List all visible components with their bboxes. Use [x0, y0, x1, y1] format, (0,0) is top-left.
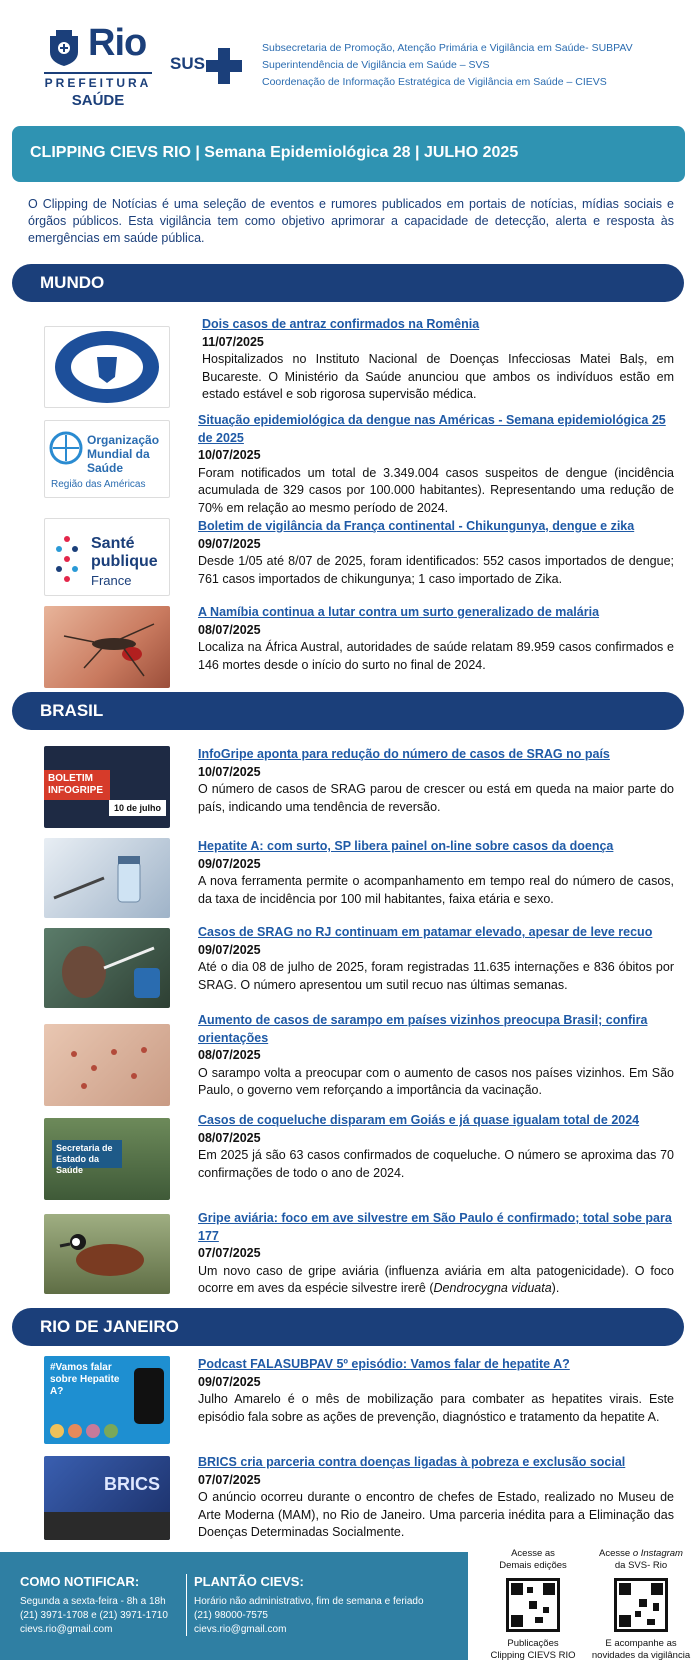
saude-label: SAÚDE — [71, 92, 125, 109]
plantao-hours: Horário não administrativo, fim de semana e feriado — [194, 1596, 424, 1607]
news-text — [198, 604, 674, 674]
species-name: Dendrocygna viduata — [433, 1281, 552, 1295]
news-body: Localiza na África Austral, autoridades de saúde relatam 89.959 casos confirmados e 146 mortes desde o início do surto no final de 2024. — [198, 640, 674, 672]
notify-phones: (21) 3971-1708 e (21) 3971-1710 — [20, 1610, 168, 1621]
news-date: 10/07/2025 — [198, 448, 261, 462]
news-title-link[interactable]: Hepatite A: com surto, SP libera painel on-line sobre casos da doença — [198, 839, 614, 853]
footer-contact-bar — [0, 1552, 468, 1660]
speaker-avatars — [50, 1424, 160, 1438]
org-subpav: Subsecretaria de Promoção, Atenção Primária e Vigilância em Saúde- SUBPAV — [262, 42, 633, 54]
news-body: Desde 1/05 até 8/07 de 2025, foram identificados: 552 casos importados de dengue; 761 casos importados de chikungunya; 1 caso importado de Zika. — [198, 554, 674, 586]
notify-hours: Segunda a sexta-feira - 8h a 18h — [20, 1596, 166, 1607]
avatar — [104, 1424, 118, 1438]
news-body-part: ). — [551, 1281, 560, 1295]
sante-publique-sub: France — [91, 573, 132, 588]
qr-code-icon[interactable] — [614, 1578, 668, 1632]
qr-editions — [478, 1548, 588, 1660]
opas-logo-text: Organização Mundial da Saúde — [87, 433, 160, 475]
qr-editions-caption: Acesse as — [511, 1548, 555, 1559]
news-date: 09/07/2025 — [198, 856, 261, 871]
news-body: O sarampo volta a preocupar com o aumento de casos nos países vizinhos. Em São Paulo, o governo vem reforçando a importância da vacinação. — [198, 1065, 674, 1097]
news-date: 09/07/2025 — [198, 942, 261, 957]
duck-icon — [44, 1214, 170, 1294]
podcast-thumbnail — [44, 1356, 170, 1444]
news-title-link[interactable]: InfoGripe aponta para redução do número de casos de SRAG no país — [198, 747, 610, 761]
vaccine-photo — [44, 838, 170, 918]
qr-instagram-footer: E acompanhe as — [605, 1638, 677, 1649]
news-body: O anúncio ocorreu durante o encontro de chefes de Estado, realizado no Museu de Arte Moderna (MAM), no Rio de Janeiro. Uma parceria inédita para a Eliminação das Doenças Determinadas Socialmente. — [198, 1490, 674, 1539]
how-to-notify — [20, 1574, 168, 1637]
news-date: 08/07/2025 — [198, 1048, 261, 1062]
intro-paragraph: O Clipping de Notícias é uma seleção de eventos e rumores publicados em portais de notícias, mídias sociais e órgãos públicos. Esta vigilância tem como objetivo aprimorar a capacidade de detecção, alerta e resposta às emergências em saúde pública. — [28, 197, 674, 245]
news-date: 07/07/2025 — [198, 1472, 261, 1487]
news-title-link[interactable]: A Namíbia continua a lutar contra um surto generalizado de malária — [198, 605, 600, 619]
footer-divider — [186, 1574, 187, 1636]
qr-instagram — [586, 1548, 696, 1660]
news-body: Hospitalizados no Instituto Nacional de Doenças Infecciosas Matei Balș, em Bucareste. O Ministério da Saúde anunciou que ambos os indivíduos estão em estado estável e sob rigorosa supervisão médica. — [202, 352, 674, 401]
prefeitura-rio-logo — [44, 22, 154, 110]
qr-editions-caption: Demais edições — [499, 1560, 567, 1571]
qr-editions-footer: Clipping CIEVS RIO — [490, 1650, 576, 1660]
news-body: Em 2025 já são 63 casos confirmados de coqueluche. O número se aproxima das 70 confirmações de todo o ano de 2024. — [198, 1148, 674, 1180]
section-header-mundo — [12, 264, 684, 302]
sante-publique-dots-icon — [53, 533, 87, 583]
news-title-link[interactable]: Boletim de vigilância da França continental - Chikungunya, dengue e zika — [198, 519, 635, 533]
plantao-cievs — [194, 1574, 424, 1637]
plantao-email[interactable]: cievs.rio@gmail.com — [194, 1624, 287, 1635]
clipping-title: CLIPPING CIEVS RIO | Semana Epidemiológica 28 | JULHO 2025 — [30, 144, 519, 161]
infogripe-thumbnail — [44, 746, 170, 828]
org-svs: Superintendência de Vigilância em Saúde – SVS — [262, 59, 490, 71]
avatar — [86, 1424, 100, 1438]
prefeitura-label: PREFEITURA — [44, 72, 152, 90]
romania-gov-logo — [44, 326, 170, 408]
news-text — [198, 746, 674, 816]
who-globe-icon — [49, 431, 83, 465]
news-date: 08/07/2025 — [198, 622, 261, 637]
news-body: A nova ferramenta permite o acompanhamento em tempo real do número de casos, da taxa de incidência por 100 mil habitantes, faixa etária e sexo. — [198, 874, 674, 906]
qr-pattern — [509, 1581, 557, 1629]
mosquito-icon — [44, 606, 170, 688]
qr-editions-footer: Publicações — [507, 1638, 559, 1649]
brics-photo — [44, 1456, 170, 1540]
news-text — [198, 1356, 674, 1426]
sus-wordmark: SUS — [170, 54, 205, 73]
duck-photo — [44, 1214, 170, 1294]
romania-seal-icon — [45, 327, 169, 407]
section-title: RIO DE JANEIRO — [40, 1317, 179, 1336]
news-body: O número de casos de SRAG parou de crescer ou está em queda na maior parte do país, indicando uma tendência de reversão. — [198, 782, 674, 814]
news-date: 09/07/2025 — [198, 1374, 261, 1389]
how-to-notify-title: COMO NOTIFICAR: — [20, 1574, 140, 1589]
news-text — [198, 924, 674, 994]
sante-publique-logo — [44, 518, 170, 596]
news-text — [198, 1210, 674, 1298]
news-title-link[interactable]: Gripe aviária: foco em ave silvestre em São Paulo é confirmado; total sobe para 177 — [198, 1211, 672, 1243]
podcast-thumb-text: #Vamos falar sobre Hepatite A? — [50, 1362, 120, 1397]
news-text — [198, 518, 674, 588]
mosquito-photo — [44, 606, 170, 688]
news-date: 10/07/2025 — [198, 764, 261, 779]
instagram-word: o Instagram — [632, 1548, 683, 1559]
header — [0, 0, 697, 120]
qr-pattern — [617, 1581, 665, 1629]
news-title-link[interactable]: Casos de SRAG no RJ continuam em patamar elevado, apesar de leve recuo — [198, 925, 653, 939]
avatar — [50, 1424, 64, 1438]
news-body — [198, 1263, 674, 1298]
news-title-link[interactable]: BRICS cria parceria contra doenças ligadas à pobreza e exclusão social — [198, 1455, 626, 1469]
qr-instagram-caption-part: Acesse — [599, 1548, 633, 1559]
section-header-rio — [12, 1308, 684, 1346]
news-title-link[interactable]: Dois casos de antraz confirmados na Romênia — [202, 317, 480, 331]
news-text — [198, 1012, 674, 1100]
news-date: 08/07/2025 — [198, 1130, 261, 1145]
news-text — [198, 412, 674, 517]
news-body: Foram notificados um total de 3.349.004 casos suspeitos de dengue (incidência acumulada de 329 casos por 100.000 habitantes). Representando uma redução de 70% em relação ao mesmo período de 2024. — [198, 465, 674, 515]
qr-instagram-caption — [586, 1548, 696, 1560]
organization-list — [262, 40, 633, 91]
rio-crest-icon — [44, 28, 84, 68]
section-header-brasil — [12, 692, 684, 730]
rio-wordmark: Rio — [88, 22, 147, 64]
vaccine-vial-icon — [44, 838, 170, 918]
delegates-row — [44, 1512, 170, 1540]
clipping-title-bar — [12, 126, 685, 182]
opas-logo-subtext: Região das Américas — [51, 479, 146, 490]
infogripe-badge: BOLETIM INFOGRIPE — [44, 770, 110, 800]
qr-instagram-footer: novidades da vigilância — [591, 1650, 691, 1660]
goias-secretaria-photo — [44, 1118, 170, 1200]
news-body: Até o dia 08 de julho de 2025, foram registradas 11.635 internações e 836 óbitos por SRAG. O número apresentou um sutil recuo nas últimas semanas. — [198, 960, 674, 992]
section-title: BRASIL — [40, 701, 104, 720]
brics-banner-text: BRICS — [104, 1474, 161, 1494]
news-body-part: Um novo caso de gripe aviária (influenza aviária em alta patogenicidade). O foco ocorre em aves da espécie silvestre irerê ( — [198, 1263, 674, 1295]
plantao-title: PLANTÃO CIEVS: — [194, 1574, 304, 1589]
sus-cross-icon — [206, 48, 242, 84]
notify-email[interactable]: cievs.rio@gmail.com — [20, 1624, 113, 1635]
qr-code-icon[interactable] — [506, 1578, 560, 1632]
news-title-link[interactable]: Situação epidemiológica da dengue nas Américas - Semana epidemiológica 25 de 2025 — [198, 413, 666, 445]
infogripe-date-badge: 10 de julho — [109, 800, 166, 816]
news-title-link[interactable]: Aumento de casos de sarampo em países vizinhos preocupa Brasil; confira orientações — [198, 1013, 648, 1045]
phone-icon — [134, 1368, 164, 1424]
news-text — [198, 838, 674, 908]
org-cievs: Coordenação de Informação Estratégica de Vigilância em Saúde – CIEVS — [262, 76, 607, 88]
opas-logo — [44, 420, 170, 498]
news-body: Julho Amarelo é o mês de mobilização para combater as hepatites virais. Este episódio fala sobre as ações de prevenção, diagnóstico e tratamento da hepatite A. — [198, 1392, 674, 1424]
news-text — [202, 316, 674, 404]
news-date: 09/07/2025 — [198, 536, 261, 551]
rash-icon — [44, 1024, 170, 1106]
qr-instagram-caption: da SVS- Rio — [614, 1560, 668, 1571]
news-text — [198, 1112, 674, 1182]
swab-icon — [44, 928, 170, 1008]
avatar — [68, 1424, 82, 1438]
nasal-swab-photo — [44, 928, 170, 1008]
news-title-link[interactable]: Podcast FALASUBPAV 5º episódio: Vamos falar de hepatite A? — [198, 1357, 570, 1371]
news-date: 07/07/2025 — [198, 1246, 261, 1260]
news-title-link[interactable]: Casos de coqueluche disparam em Goiás e já quase igualam total de 2024 — [198, 1113, 640, 1127]
secretaria-sign: Secretaria de Estado da Saúde — [52, 1140, 122, 1168]
section-title: MUNDO — [40, 273, 105, 292]
sus-logo — [170, 48, 242, 84]
plantao-phone: (21) 98000-7575 — [194, 1610, 268, 1621]
news-date: 11/07/2025 — [202, 334, 264, 349]
news-text — [198, 1454, 674, 1542]
sante-publique-text: Santé publique — [91, 535, 158, 570]
measles-rash-photo — [44, 1024, 170, 1106]
